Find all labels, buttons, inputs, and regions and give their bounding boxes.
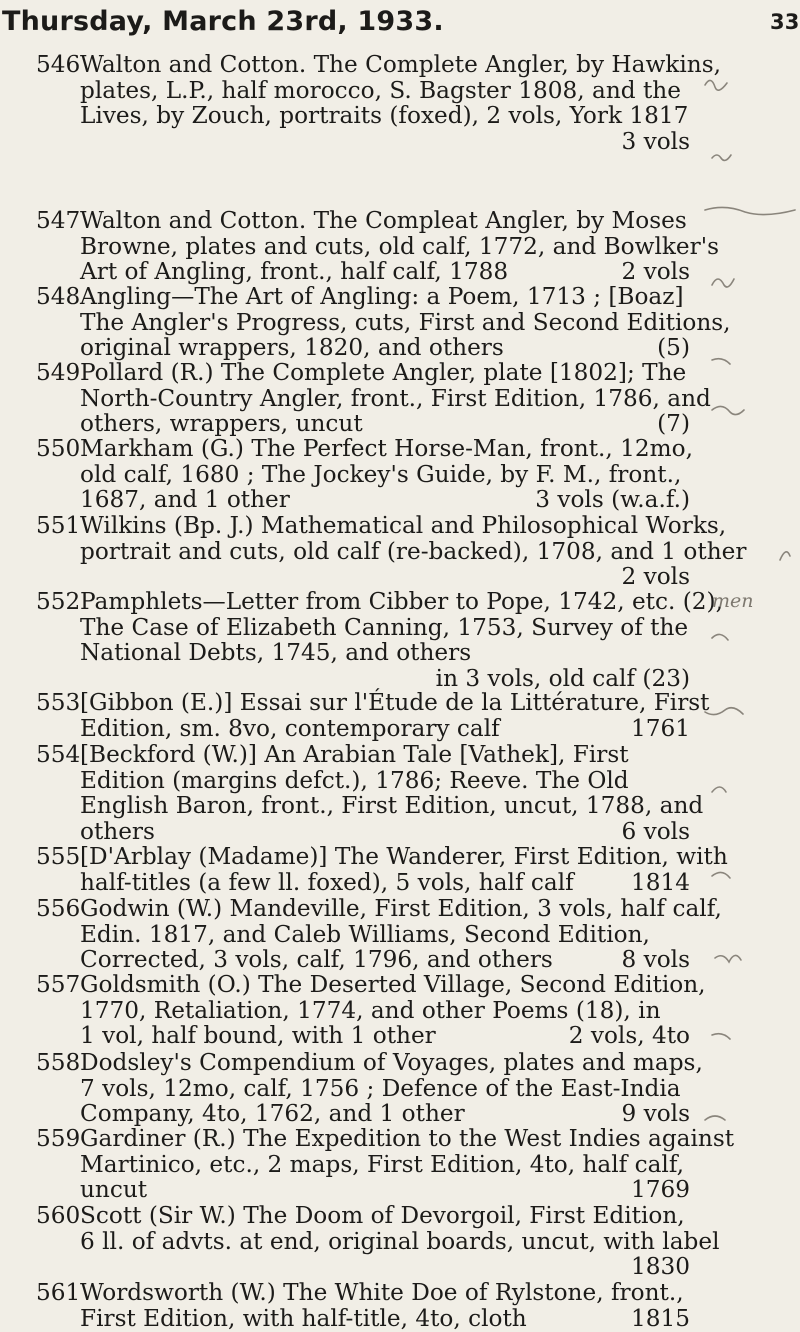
lot-line-text: Art of Angling, front., half calf, 1788 (80, 258, 509, 285)
lot-description (80, 689, 710, 742)
lot-number: 547 (36, 207, 81, 234)
lot-number: 559 (36, 1125, 81, 1152)
lot-line: [Gibbon (E.)] Essai sur l'Étude de la Littérature, First (80, 689, 710, 716)
lot-line (80, 1306, 690, 1332)
margin-note: men (712, 590, 754, 612)
lot-line (80, 1023, 690, 1049)
lot-quantity: 2 vols (621, 258, 690, 285)
lot-description (80, 588, 723, 692)
lot-line: 1770, Retaliation, 1774, and other Poems (18), in (80, 996, 661, 1024)
lot-line: Pamphlets—Letter from Cibber to Pope, 1742, etc. (2), (80, 588, 723, 615)
lot-description (80, 1049, 703, 1127)
lot-description (80, 512, 747, 590)
lot-line: 6 ll. of advts. at end, original boards, uncut, with label (80, 1227, 720, 1255)
lot-line: Lives, by Zouch, portraits (foxed), 2 vols, York 1817 (80, 102, 689, 129)
lot-line: [D'Arblay (Madame)] The Wanderer, First Edition, with (80, 843, 728, 870)
lot-line: North-Country Angler, front., First Edition, 1786, and (80, 384, 711, 412)
lot-line-text: First Edition, with half-title, 4to, cloth (80, 1304, 527, 1332)
lot-quantity: 9 vols (621, 1100, 690, 1127)
lot-line: Browne, plates and cuts, old calf, 1772, and Bowlker's (80, 232, 720, 260)
lot-number: 551 (36, 512, 81, 539)
lot-line: Angling—The Art of Angling: a Poem, 1713 ; [Boaz] (80, 283, 684, 310)
lot-line-text: others (80, 817, 155, 845)
lot-line (80, 870, 690, 896)
lot-quantity: 2 vols, 4to (568, 1022, 690, 1049)
lot-description (80, 895, 722, 973)
lot-line-text: uncut (80, 1176, 148, 1203)
lot-line: Wordsworth (W.) The White Doe of Rylstone, front., (80, 1279, 684, 1306)
lot-line: 3 vols (621, 127, 690, 155)
lot-line (80, 335, 690, 361)
lot-number: 550 (36, 435, 81, 462)
lot-line: Walton and Cotton. The Complete Angler, by Hawkins, (80, 51, 721, 78)
lot-quantity: 1769 (630, 1176, 690, 1203)
lot-line: [Beckford (W.)] An Arabian Tale [Vathek], First (80, 741, 629, 768)
page-title: Thursday, March 23rd, 1933. (2, 6, 444, 37)
lot-line (80, 411, 690, 437)
lot-number: 555 (36, 843, 81, 870)
lot-line-text: Corrected, 3 vols, calf, 1796, and others (80, 946, 553, 973)
lot-line (80, 1177, 690, 1203)
lot-number: 554 (36, 741, 81, 768)
lot-line (80, 716, 690, 742)
lot-line-text: others, wrappers, uncut (80, 410, 363, 437)
lot-description (80, 51, 721, 155)
lot-line (80, 487, 690, 513)
lot-number: 557 (36, 971, 81, 998)
lot-line: in 3 vols, old calf (23) (435, 664, 690, 692)
lot-description (80, 1280, 690, 1331)
lot-quantity: (5) (657, 334, 690, 361)
lot-line-text: 1687, and 1 other (80, 486, 290, 513)
lot-description (80, 283, 731, 361)
lot-quantity: (7) (657, 410, 690, 437)
lot-line: old calf, 1680 ; The Jockey's Guide, by F. M., front., (80, 460, 682, 488)
lot-quantity: 1815 (630, 1304, 690, 1332)
lot-description (80, 1125, 735, 1203)
lot-number: 560 (36, 1202, 81, 1229)
lot-quantity: 3 vols (w.a.f.) (535, 486, 690, 513)
lot-number: 548 (36, 283, 81, 310)
lot-line: Walton and Cotton. The Compleat Angler, by Moses (80, 207, 687, 234)
lot-number: 546 (36, 51, 81, 78)
lot-line: The Angler's Progress, cuts, First and Second Editions, (80, 308, 731, 336)
lot-description (80, 359, 711, 437)
lot-line: Wilkins (Bp. J.) Mathematical and Philosophical Works, (80, 512, 727, 539)
lot-description (80, 741, 704, 845)
lot-line: Edition (margins defct.), 1786; Reeve. The Old (80, 766, 629, 794)
lot-description (80, 1202, 720, 1280)
lot-quantity: 8 vols (621, 946, 690, 973)
page-number: 33 (770, 10, 800, 34)
lot-number: 561 (36, 1279, 81, 1306)
lot-number: 558 (36, 1049, 81, 1076)
lot-line: Markham (G.) The Perfect Horse-Man, front., 12mo, (80, 435, 693, 462)
lot-number: 552 (36, 588, 81, 615)
lot-line: 7 vols, 12mo, calf, 1756 ; Defence of the East-India (80, 1074, 681, 1102)
lot-line: Pollard (R.) The Complete Angler, plate [1802]; The (80, 359, 687, 386)
lot-line: 1830 (630, 1253, 690, 1280)
lot-line: Godwin (W.) Mandeville, First Edition, 3 vols, half calf, (80, 895, 722, 922)
lot-line: Dodsley's Compendium of Voyages, plates and maps, (80, 1049, 703, 1076)
lot-description (80, 843, 728, 896)
lot-line-text: Company, 4to, 1762, and 1 other (80, 1100, 465, 1127)
page-header (0, 6, 800, 40)
lot-line: plates, L.P., half morocco, S. Bagster 1808, and the (80, 76, 681, 104)
lot-number: 553 (36, 689, 81, 716)
lot-line (80, 259, 690, 285)
lot-number: 549 (36, 359, 81, 386)
lot-line: National Debts, 1745, and others (80, 639, 472, 666)
lot-description (80, 435, 693, 513)
lot-line (80, 947, 690, 973)
lot-quantity: 6 vols (621, 817, 690, 845)
lot-description (80, 971, 706, 1049)
lot-description (80, 207, 720, 285)
lot-line-text: half-titles (a few ll. foxed), 5 vols, half calf (80, 868, 574, 896)
lot-line-text: original wrappers, 1820, and others (80, 334, 504, 361)
lot-line: Goldsmith (O.) The Deserted Village, Second Edition, (80, 971, 706, 998)
lot-line: English Baron, front., First Edition, uncut, 1788, and (80, 792, 704, 819)
lot-line: 2 vols (621, 563, 690, 590)
lot-line: Martinico, etc., 2 maps, First Edition, 4to, half calf, (80, 1150, 684, 1178)
lot-line: Edin. 1817, and Caleb Williams, Second Edition, (80, 920, 650, 948)
lot-line: The Case of Elizabeth Canning, 1753, Survey of the (80, 613, 689, 641)
lot-line-text: 1 vol, half bound, with 1 other (80, 1022, 436, 1049)
lot-line (80, 819, 690, 845)
lot-quantity: 1814 (630, 868, 690, 896)
lot-line: Scott (Sir W.) The Doom of Devorgoil, First Edition, (80, 1202, 685, 1229)
lot-number: 556 (36, 895, 81, 922)
lot-line: portrait and cuts, old calf (re-backed), 1708, and 1 other (80, 537, 747, 565)
lot-quantity: 1761 (630, 714, 690, 742)
lot-line-text: Edition, sm. 8vo, contemporary calf (80, 714, 500, 742)
lot-line: Gardiner (R.) The Expedition to the West Indies against (80, 1125, 735, 1152)
lot-line (80, 1101, 690, 1127)
